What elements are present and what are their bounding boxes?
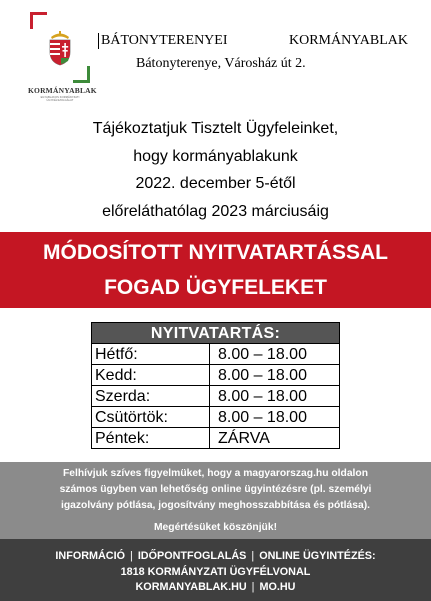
notice-thanks: Megértésüket köszönjük! [153,522,278,533]
day-cell: Kedd: [92,365,210,386]
footer-booking-label: IDŐPONTFOGLALÁS [137,550,247,562]
time-cell: 8.00 – 18.00 [210,407,340,428]
office-name [98,33,408,49]
footer-phone-line: 1818 KORMÁNYZATI ÜGYFÉLVONAL [120,565,311,578]
table-row [92,428,340,449]
table-row [92,365,340,386]
logo-corner-green [73,66,90,83]
kormanyablak-link: KORMANYABLAK.HU [135,581,247,593]
logo-corner-red [30,12,47,29]
intro-text [0,115,431,225]
coat-of-arms-icon [47,30,73,66]
online-notice [0,462,431,539]
office-header [98,33,408,71]
time-cell: ZÁRVA [210,428,340,449]
notice-line: Felhívjuk szíves figyelmüket, hogy a magyarorszag.hu oldalon [63,468,368,479]
logo-text: KORMÁNYABLAK [28,86,97,95]
intro-line: 2022. december 5-étől [135,175,296,192]
banner-line: FOGAD ÜGYFELEKET [104,276,327,299]
day-cell: Péntek: [92,428,210,449]
table-row [92,386,340,407]
table-row [92,407,340,428]
day-cell: Szerda: [92,386,210,407]
intro-line: hogy kormányablakunk [133,147,298,165]
logo-subtext: EGYABLAKOS KORMÁNYZATI ÜGYFÉLSZOLGÁLAT [40,96,80,102]
intro-line: előreláthatólag 2023 márciusáig [102,202,329,220]
banner-line: MÓDOSÍTOTT NYITVATARTÁSSAL [43,241,388,264]
office-name-left: BÁTONYTERENYEI [98,33,228,49]
kormanyablak-logo [28,12,97,102]
table-title: NYITVATARTÁS: [92,323,340,344]
notice-line: igazolvány pótlása, jogosítvány meghosszabbítása és pótlása). [61,500,370,511]
table-row [92,344,340,365]
notice-line: számos ügyben van lehetőség online ügyintézésre (pl. személyi [59,484,372,495]
intro-line: Tájékoztatjuk Tisztelt Ügyfeleinket, [92,120,339,137]
office-name-right: KORMÁNYABLAK [288,33,408,48]
time-cell: 8.00 – 18.00 [210,365,340,386]
footer-line-1: INFORMÁCIÓ | IDŐPONTFOGLALÁS | ONLINE ÜGYINTÉZÉS: [55,550,376,562]
time-cell: 8.00 – 18.00 [210,386,340,407]
day-cell: Csütörtök: [92,407,210,428]
footer-online-label: ONLINE ÜGYINTÉZÉS: [259,550,376,562]
modified-hours-banner [0,232,431,308]
opening-hours-table [91,322,340,449]
footer-links: KORMANYABLAK.HU | MO.HU [135,581,296,593]
footer-info-label: INFORMÁCIÓ [55,550,125,562]
mo-hu-link: MO.HU [259,581,296,593]
table-header-row [92,323,340,344]
time-cell: 8.00 – 18.00 [210,344,340,365]
office-address: Bátonyterenye, Városház út 2. [136,56,306,71]
footer-info [0,539,431,601]
day-cell: Hétfő: [92,344,210,365]
